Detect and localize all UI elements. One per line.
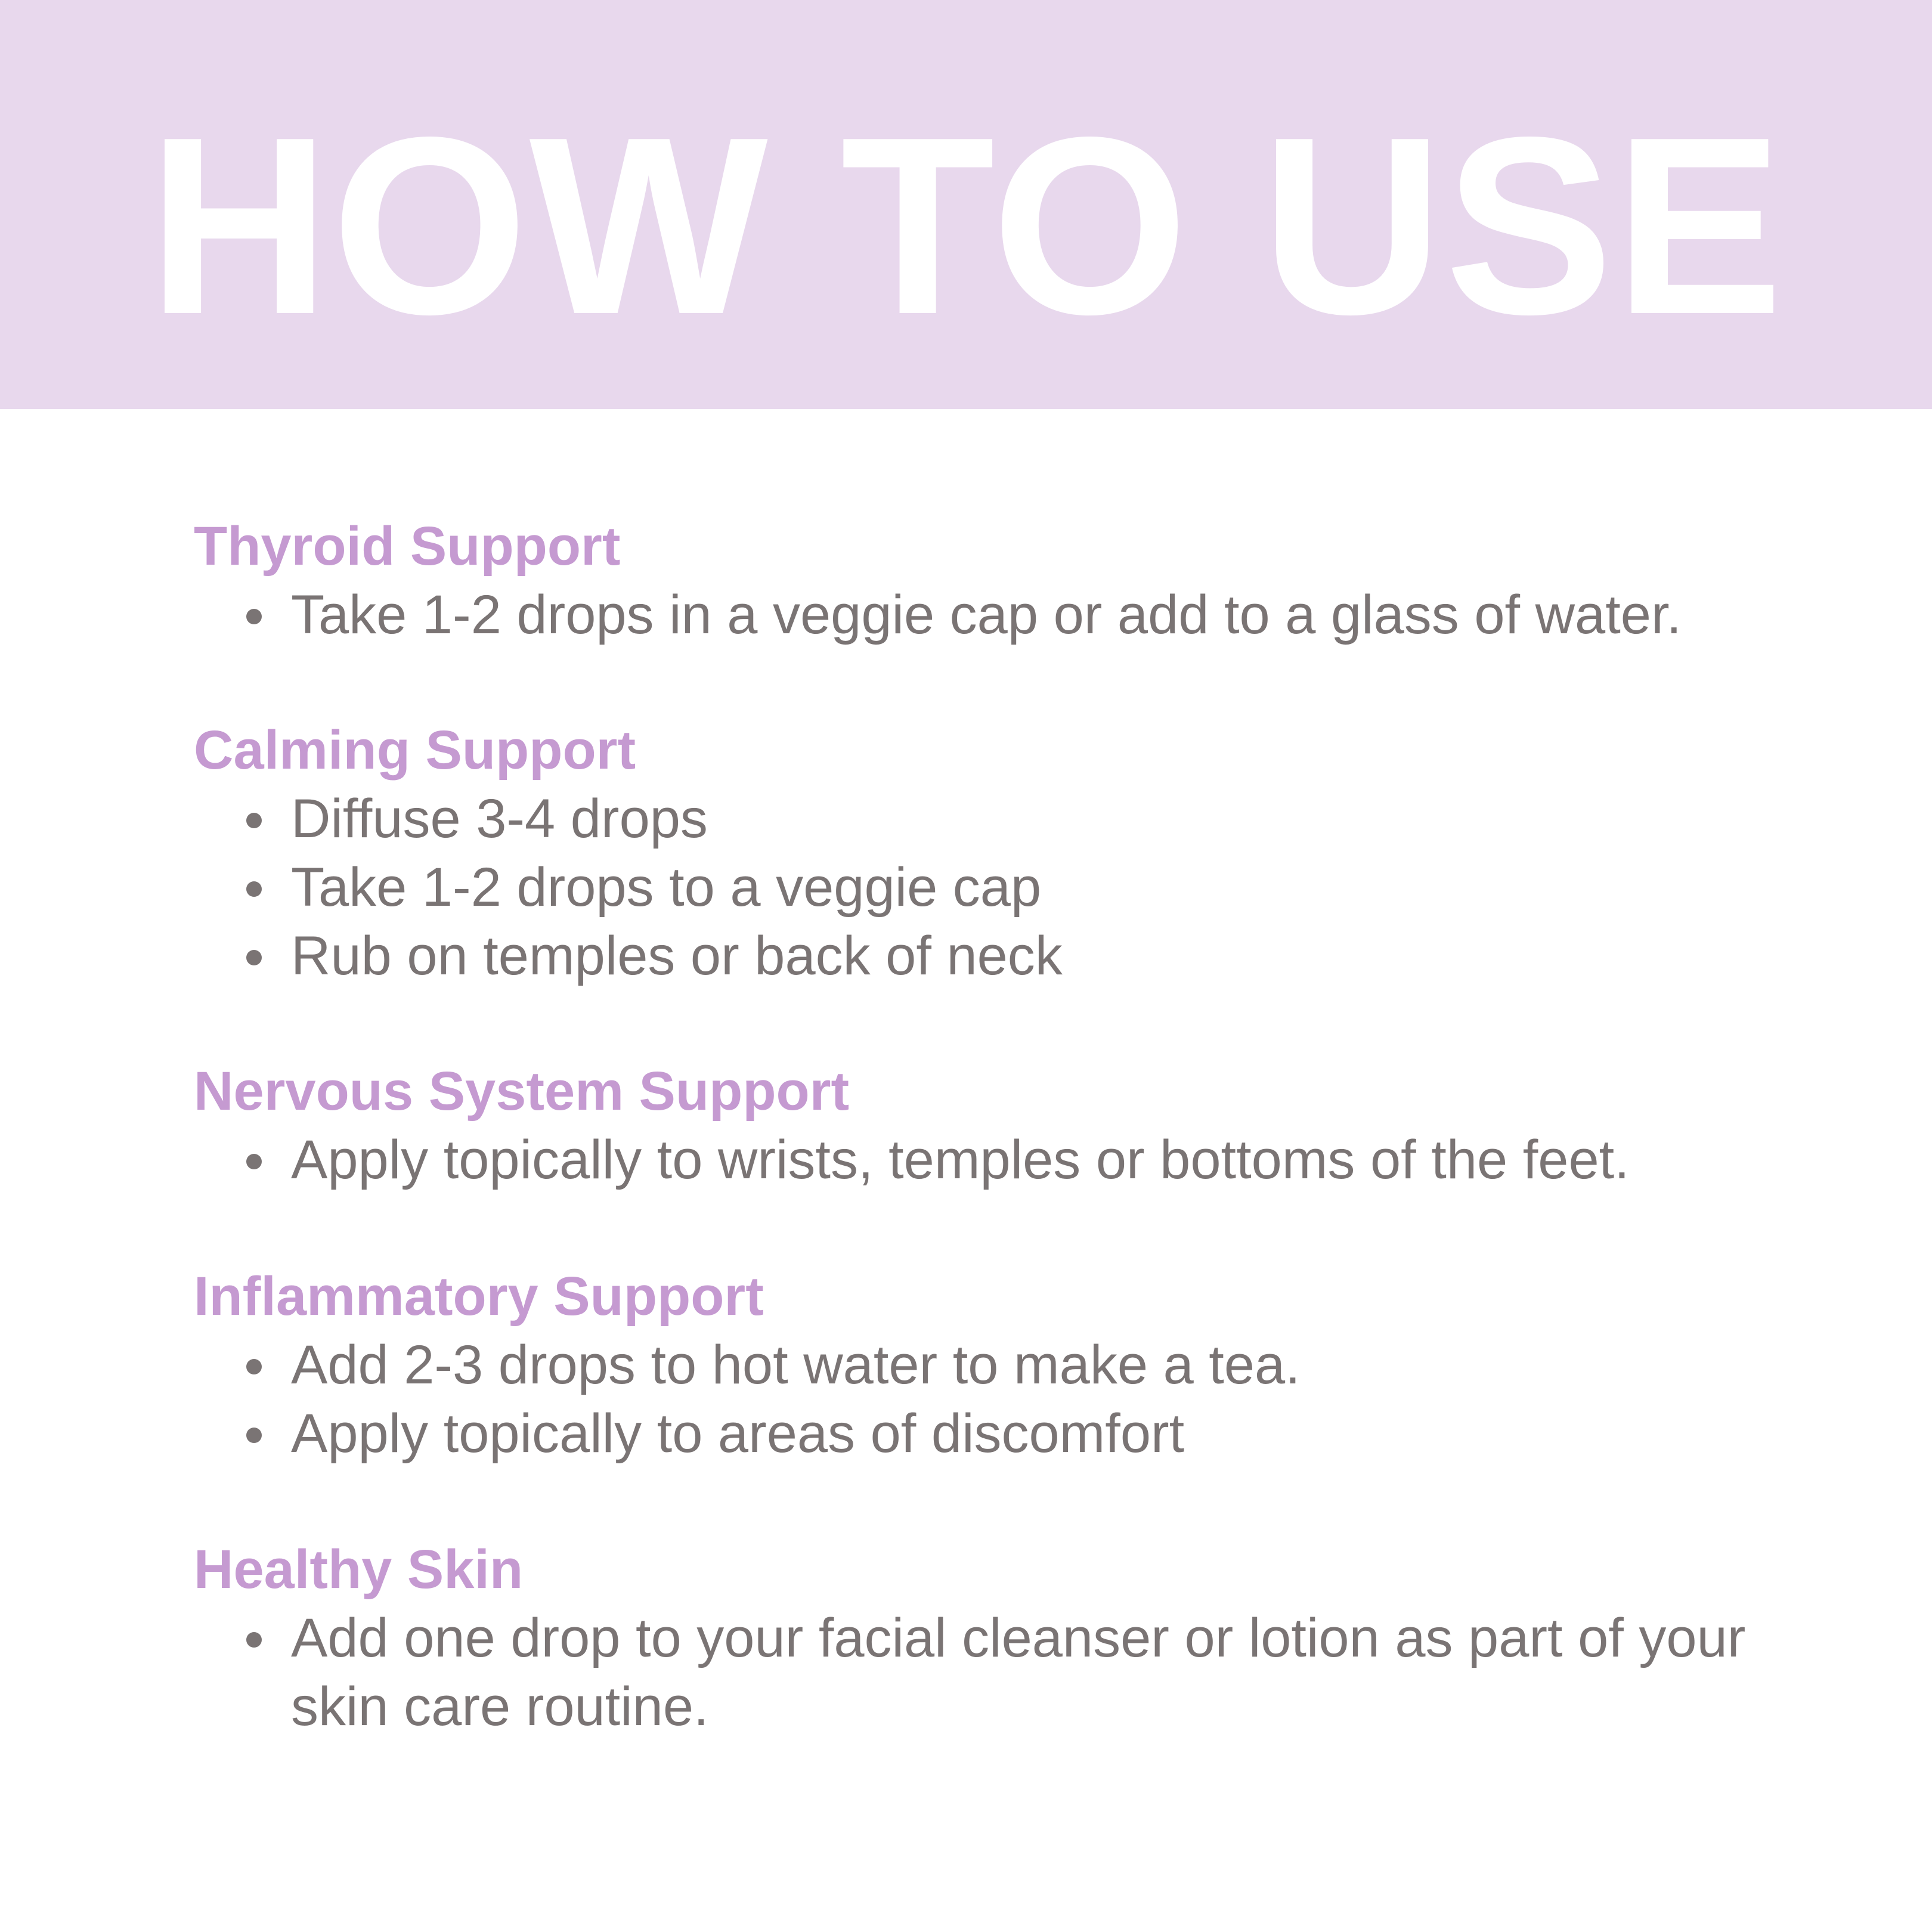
header-banner [0,0,1932,409]
bullet-list [194,785,1804,990]
list-item-text: Add one drop to your facial cleanser or lotion as part of your skin care routine. [291,1608,1746,1737]
list-item-text: Add 2-3 drops to hot water to make a tea. [291,1335,1301,1395]
section-calming-support [194,716,1804,990]
bullet-list [194,581,1804,649]
bullet-icon [246,813,262,828]
bullet-icon [246,1359,262,1374]
section-inflammatory-support [194,1262,1804,1468]
bullet-icon [246,1154,262,1169]
list-item [194,1400,1804,1468]
bullet-list [194,1331,1804,1468]
section-thyroid-support [194,512,1804,649]
bullet-icon [246,609,262,624]
list-item-text: Take 1-2 drops to a veggie cap [291,857,1042,918]
bullet-icon [246,881,262,897]
section-heading: Thyroid Support [194,516,621,577]
bullet-icon [246,1632,262,1648]
section-nervous-system-support [194,1057,1804,1194]
list-item [194,853,1804,922]
list-item-text: Rub on temples or back of neck [291,925,1063,986]
list-item [194,581,1804,649]
section-heading: Calming Support [194,720,636,781]
list-item [194,922,1804,990]
list-item [194,1126,1804,1194]
list-item-text: Apply topically to wrists, temples or bottoms of the feet. [291,1129,1630,1190]
list-item [194,1604,1829,1741]
bullet-list [194,1604,1804,1741]
bullet-icon [246,950,262,965]
section-healthy-skin [194,1535,1804,1741]
section-heading: Nervous System Support [194,1061,850,1122]
bullet-icon [246,1428,262,1443]
list-item-text: Diffuse 3-4 drops [291,788,708,849]
section-heading: Inflammatory Support [194,1266,764,1327]
list-item-text: Apply topically to areas of discomfort [291,1403,1185,1464]
page-title: HOW TO USE [147,84,1785,367]
section-heading: Healthy Skin [194,1539,524,1600]
list-item [194,1331,1804,1400]
bullet-list [194,1126,1804,1194]
list-item [194,785,1804,853]
list-item-text: Take 1-2 drops in a veggie cap or add to a glass of water. [291,584,1682,645]
